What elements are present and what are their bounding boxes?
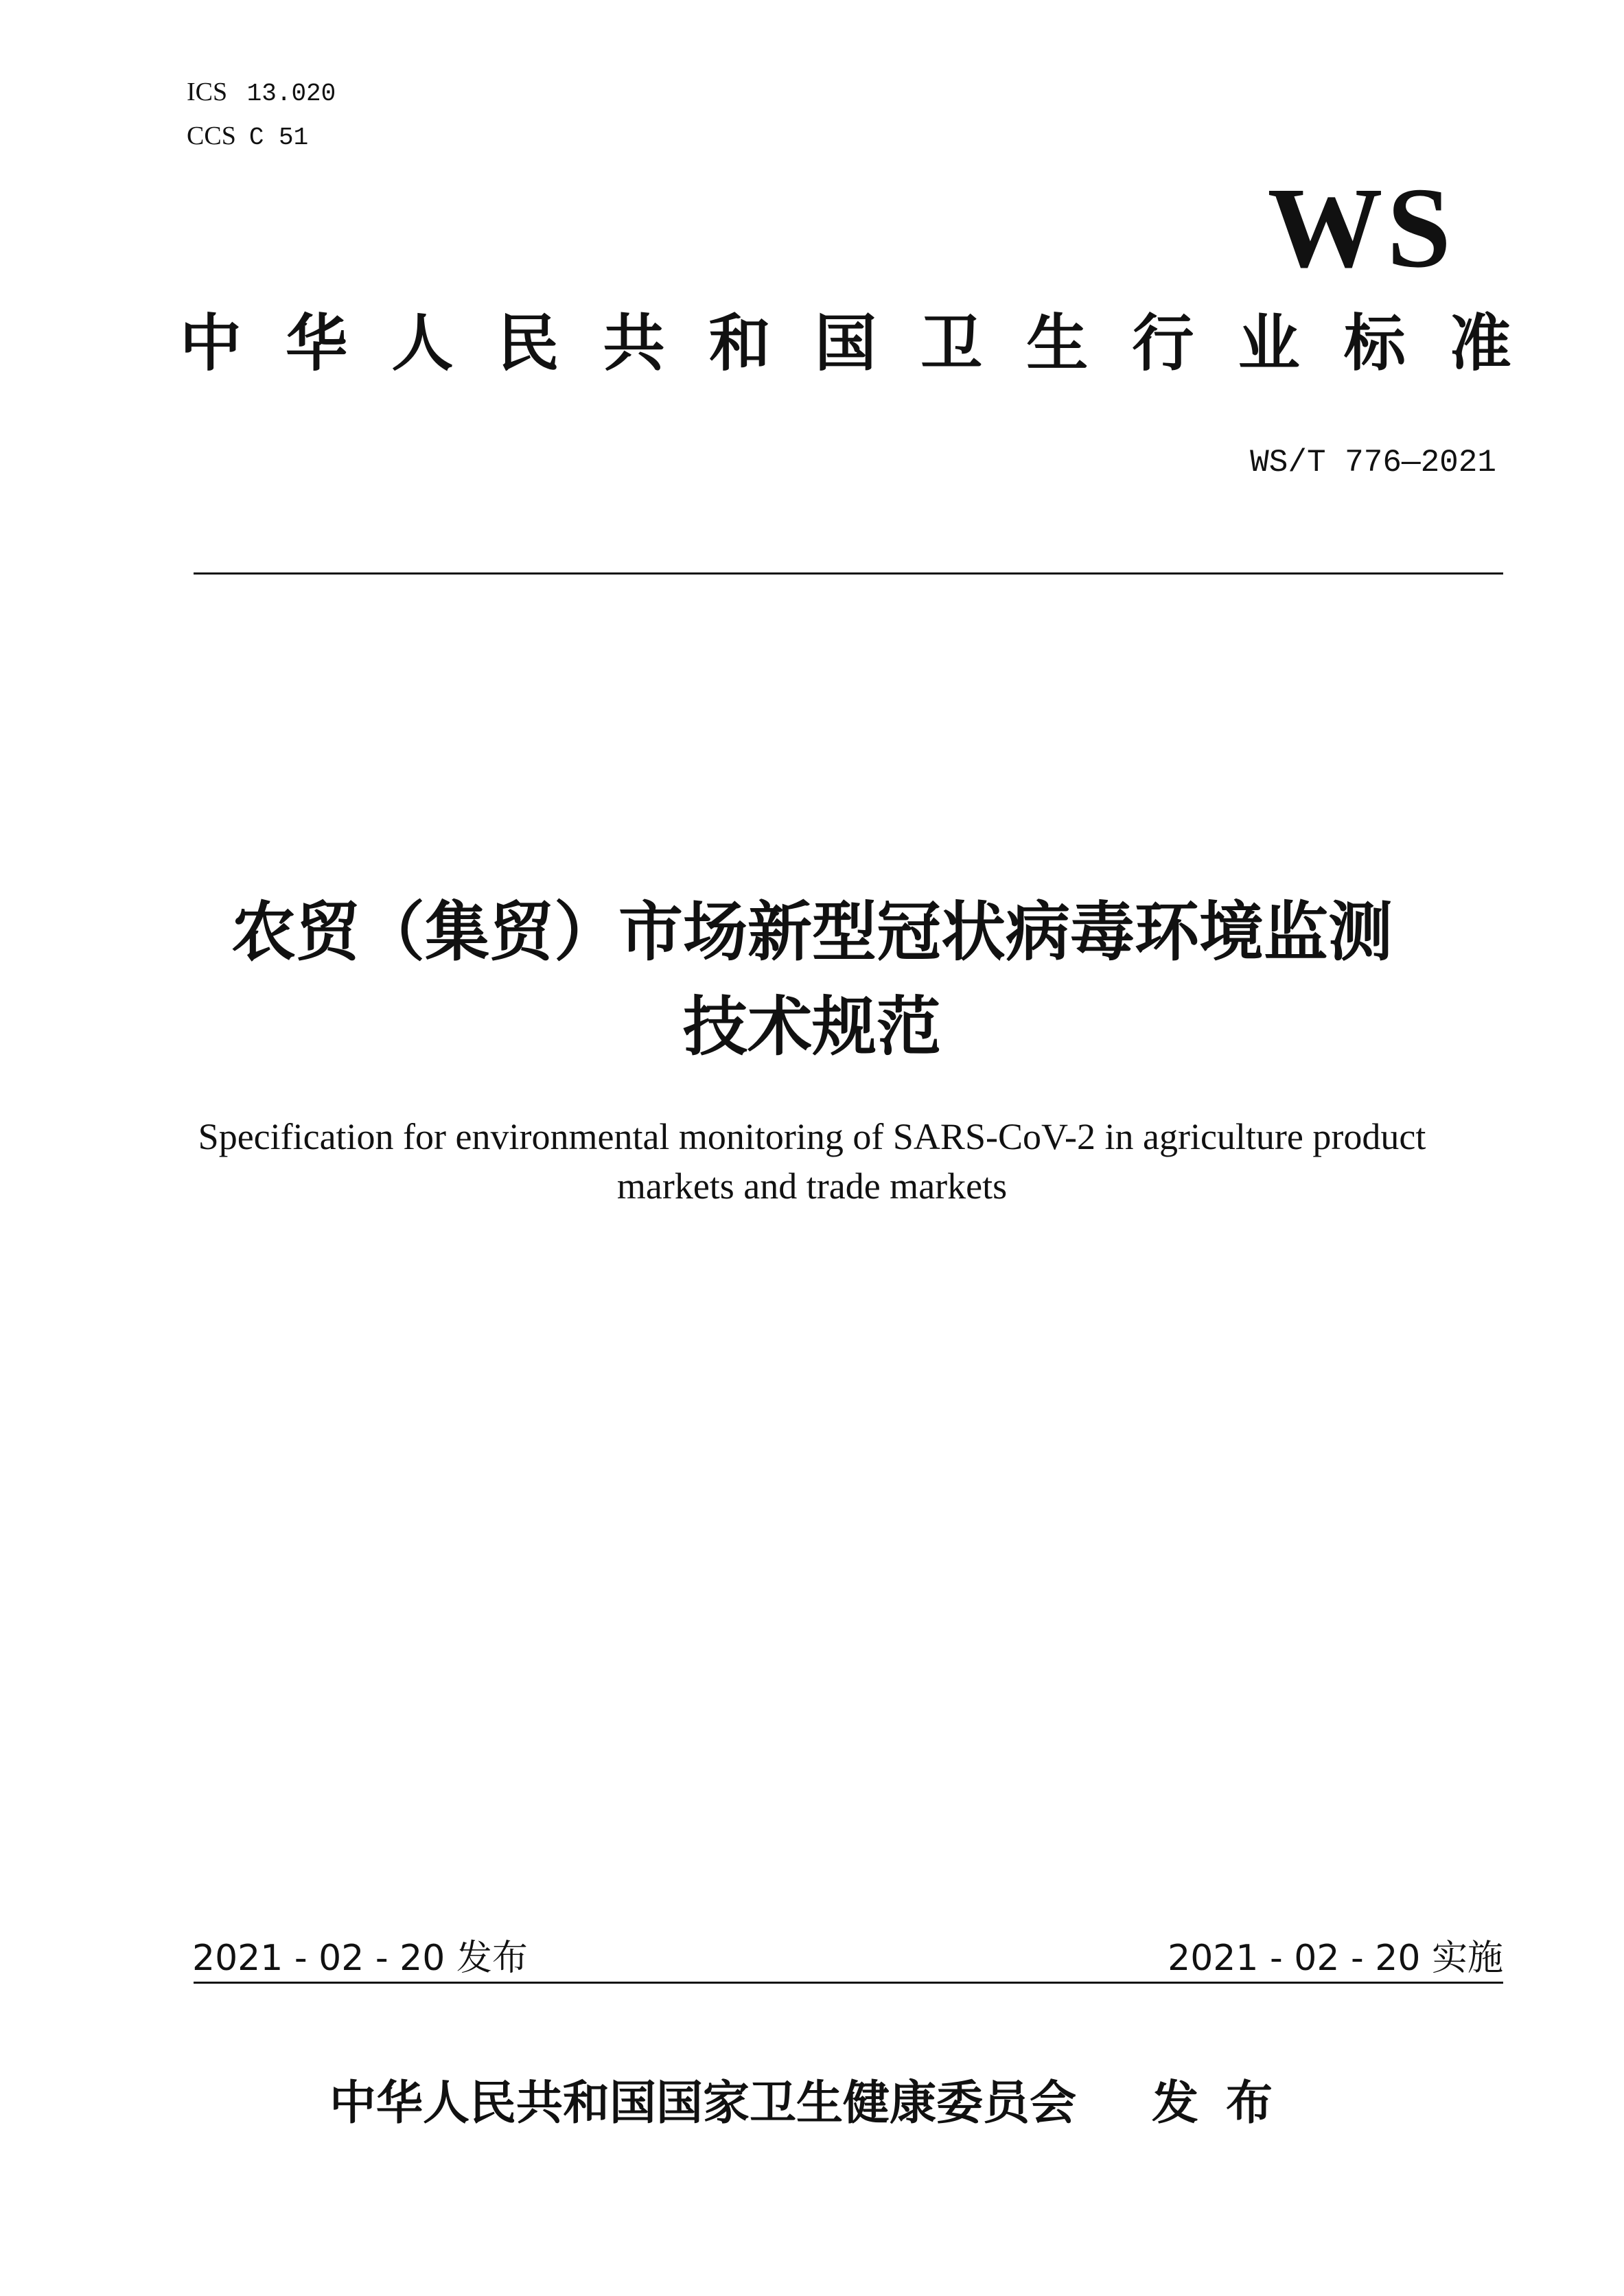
issue-date: 2021 - 02 - 20 发布 (192, 1938, 528, 1979)
ws-logo: WS (1267, 164, 1455, 292)
header-divider (194, 572, 1503, 575)
issuer-action: 发布 (1152, 2076, 1301, 2131)
title-english-line-2: markets and trade markets (616, 1166, 1008, 1207)
standard-type-char: 国 (814, 308, 877, 380)
standard-type-char: 华 (286, 308, 348, 380)
implementation-date: 2021 - 02 - 20 实施 (1168, 1938, 1503, 1979)
ccs-label: CCS (187, 121, 236, 150)
title-chinese-line-1: 农贸（集贸）市场新型冠状病毒环境监测 (231, 895, 1393, 970)
title-english-line-1: Specification for environmental monitoring of SARS-CoV-2 in agriculture product (198, 1116, 1426, 1157)
title-english (126, 1112, 1498, 1211)
standard-type-char: 行 (1132, 308, 1194, 380)
ics-code (187, 77, 336, 108)
standard-type-char: 民 (497, 308, 559, 380)
ics-value: 13.020 (246, 80, 336, 108)
issuer-line (329, 2066, 1359, 2133)
standard-type-char: 中 (180, 308, 242, 380)
standard-type-char: 人 (391, 308, 454, 380)
standard-type-heading (180, 308, 1511, 380)
ccs-code (187, 121, 308, 152)
standard-number: WS/T 776—2021 (1250, 445, 1496, 480)
standard-type-char: 共 (603, 308, 665, 380)
title-chinese-line-2: 技术规范 (682, 990, 941, 1065)
ics-label: ICS (187, 78, 228, 106)
issuer-organization: 中华人民共和国国家卫生健康委员会 (329, 2076, 1077, 2131)
footer-divider (194, 1982, 1503, 1984)
standard-type-char: 标 (1343, 308, 1406, 380)
standard-type-char: 业 (1238, 308, 1300, 380)
standard-type-char: 生 (1026, 308, 1089, 380)
ccs-value: C 51 (248, 124, 309, 152)
standard-type-char: 卫 (920, 308, 983, 380)
standard-type-char: 和 (708, 308, 771, 380)
standard-type-char: 准 (1449, 308, 1511, 380)
title-chinese (126, 885, 1498, 1075)
